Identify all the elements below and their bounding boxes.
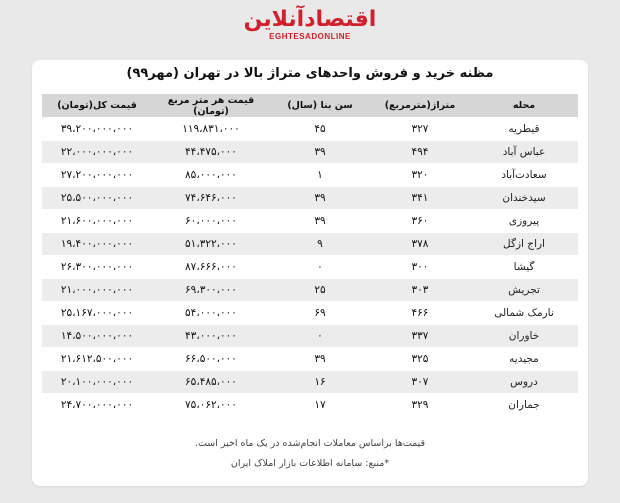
cell-building-age: ۳۹ xyxy=(270,187,370,209)
cell-neighborhood: جماران xyxy=(470,394,578,416)
table-body xyxy=(42,118,578,416)
cell-price-per-meter: ۶۶،۵۰۰،۰۰۰ xyxy=(152,348,270,370)
cell-neighborhood: پیروزی xyxy=(470,210,578,232)
table-row xyxy=(42,371,578,393)
table-title: مظنه خرید و فروش واحدهای متراژ بالا در تهران (مهر۹۹) xyxy=(126,66,494,81)
cell-area: ۴۶۶ xyxy=(370,302,470,324)
cell-neighborhood: سیدخندان xyxy=(470,187,578,209)
cell-total-price: ۲۵،۵۰۰،۰۰۰،۰۰۰ xyxy=(42,187,152,209)
logo-subtitle: EGHTESADONLINE xyxy=(269,32,351,41)
cell-building-age: ۰ xyxy=(270,325,370,347)
cell-total-price: ۲۱،۶۱۲،۵۰۰،۰۰۰ xyxy=(42,348,152,370)
cell-area: ۳۲۵ xyxy=(370,348,470,370)
table-card xyxy=(32,60,588,486)
cell-building-age: ۲۵ xyxy=(270,279,370,301)
cell-price-per-meter: ۶۹،۳۰۰،۰۰۰ xyxy=(152,279,270,301)
cell-price-per-meter: ۸۷،۶۶۶،۰۰۰ xyxy=(152,256,270,278)
cell-total-price: ۲۴،۷۰۰،۰۰۰،۰۰۰ xyxy=(42,394,152,416)
table-row xyxy=(42,348,578,370)
cell-price-per-meter: ۴۴،۴۷۵،۰۰۰ xyxy=(152,141,270,163)
cell-neighborhood: خاوران xyxy=(470,325,578,347)
header-total-price: قیمت کل(تومان) xyxy=(42,94,152,117)
cell-building-age: ۱۶ xyxy=(270,371,370,393)
footnote-prices: قیمت‌ها براساس معاملات انجام‌شده در یک ماه اخیر است. xyxy=(194,438,426,449)
cell-total-price: ۲۰،۱۰۰،۰۰۰،۰۰۰ xyxy=(42,371,152,393)
table-row xyxy=(42,164,578,186)
brand-logo xyxy=(225,6,395,41)
cell-neighborhood: گیشا xyxy=(470,256,578,278)
cell-price-per-meter: ۵۱،۳۲۲،۰۰۰ xyxy=(152,233,270,255)
cell-total-price: ۱۴،۵۰۰،۰۰۰،۰۰۰ xyxy=(42,325,152,347)
header-row xyxy=(42,94,578,117)
cell-neighborhood: اراج ازگل xyxy=(470,233,578,255)
table-row xyxy=(42,302,578,324)
cell-price-per-meter: ۷۵،۰۶۲،۰۰۰ xyxy=(152,394,270,416)
logo-wordmark: اقتصادآنلاین xyxy=(243,7,377,32)
table-row xyxy=(42,325,578,347)
cell-total-price: ۱۹،۴۰۰،۰۰۰،۰۰۰ xyxy=(42,233,152,255)
cell-building-age: ۹ xyxy=(270,233,370,255)
cell-area: ۳۰۳ xyxy=(370,279,470,301)
price-table xyxy=(42,93,578,417)
cell-building-age: ۱۷ xyxy=(270,394,370,416)
cell-price-per-meter: ۷۴،۶۴۶،۰۰۰ xyxy=(152,187,270,209)
cell-total-price: ۲۶،۳۰۰،۰۰۰،۰۰۰ xyxy=(42,256,152,278)
cell-neighborhood: مجیدیه xyxy=(470,348,578,370)
footnote-source: *منبع: سامانه اطلاعات بازار املاک ایران xyxy=(230,458,390,469)
cell-area: ۳۰۷ xyxy=(370,371,470,393)
cell-area: ۳۲۰ xyxy=(370,164,470,186)
table-row xyxy=(42,394,578,416)
cell-neighborhood: سعادت‌آباد xyxy=(470,164,578,186)
header-building-age: سن بنا (سال) xyxy=(270,94,370,117)
table-row xyxy=(42,141,578,163)
cell-area: ۳۴۱ xyxy=(370,187,470,209)
cell-area: ۳۷۸ xyxy=(370,233,470,255)
cell-area: ۳۶۰ xyxy=(370,210,470,232)
table-row xyxy=(42,256,578,278)
cell-building-age: ۰ xyxy=(270,256,370,278)
cell-building-age: ۴۵ xyxy=(270,118,370,140)
cell-price-per-meter: ۶۰،۰۰۰،۰۰۰ xyxy=(152,210,270,232)
cell-building-age: ۱ xyxy=(270,164,370,186)
table-row xyxy=(42,118,578,140)
cell-neighborhood: عباس آباد xyxy=(470,141,578,163)
cell-total-price: ۲۷،۲۰۰،۰۰۰،۰۰۰ xyxy=(42,164,152,186)
cell-price-per-meter: ۵۴،۰۰۰،۰۰۰ xyxy=(152,302,270,324)
cell-building-age: ۳۹ xyxy=(270,141,370,163)
cell-total-price: ۲۱،۶۰۰،۰۰۰،۰۰۰ xyxy=(42,210,152,232)
cell-area: ۳۲۹ xyxy=(370,394,470,416)
cell-neighborhood: نارمک شمالی xyxy=(470,302,578,324)
header-price-per-meter: قیمت هر متر مربع (تومان) xyxy=(152,94,270,117)
header-neighborhood: محله xyxy=(470,94,578,117)
table-row xyxy=(42,279,578,301)
header-area: متراژ(مترمربع) xyxy=(370,94,470,117)
cell-building-age: ۳۹ xyxy=(270,348,370,370)
cell-neighborhood: دروس xyxy=(470,371,578,393)
cell-neighborhood: تجریش xyxy=(470,279,578,301)
table-row xyxy=(42,187,578,209)
cell-total-price: ۲۵،۱۶۷،۰۰۰،۰۰۰ xyxy=(42,302,152,324)
cell-total-price: ۳۹،۲۰۰،۰۰۰،۰۰۰ xyxy=(42,118,152,140)
cell-price-per-meter: ۱۱۹،۸۳۱،۰۰۰ xyxy=(152,118,270,140)
table-row xyxy=(42,210,578,232)
cell-area: ۳۰۰ xyxy=(370,256,470,278)
cell-area: ۴۹۴ xyxy=(370,141,470,163)
cell-price-per-meter: ۸۵،۰۰۰،۰۰۰ xyxy=(152,164,270,186)
cell-building-age: ۶۹ xyxy=(270,302,370,324)
cell-neighborhood: قیطریه xyxy=(470,118,578,140)
cell-total-price: ۲۱،۰۰۰،۰۰۰،۰۰۰ xyxy=(42,279,152,301)
cell-price-per-meter: ۴۳،۰۰۰،۰۰۰ xyxy=(152,325,270,347)
cell-total-price: ۲۲،۰۰۰،۰۰۰،۰۰۰ xyxy=(42,141,152,163)
table-row xyxy=(42,233,578,255)
cell-price-per-meter: ۶۵،۴۸۵،۰۰۰ xyxy=(152,371,270,393)
cell-area: ۳۳۷ xyxy=(370,325,470,347)
cell-building-age: ۳۹ xyxy=(270,210,370,232)
cell-area: ۳۲۷ xyxy=(370,118,470,140)
